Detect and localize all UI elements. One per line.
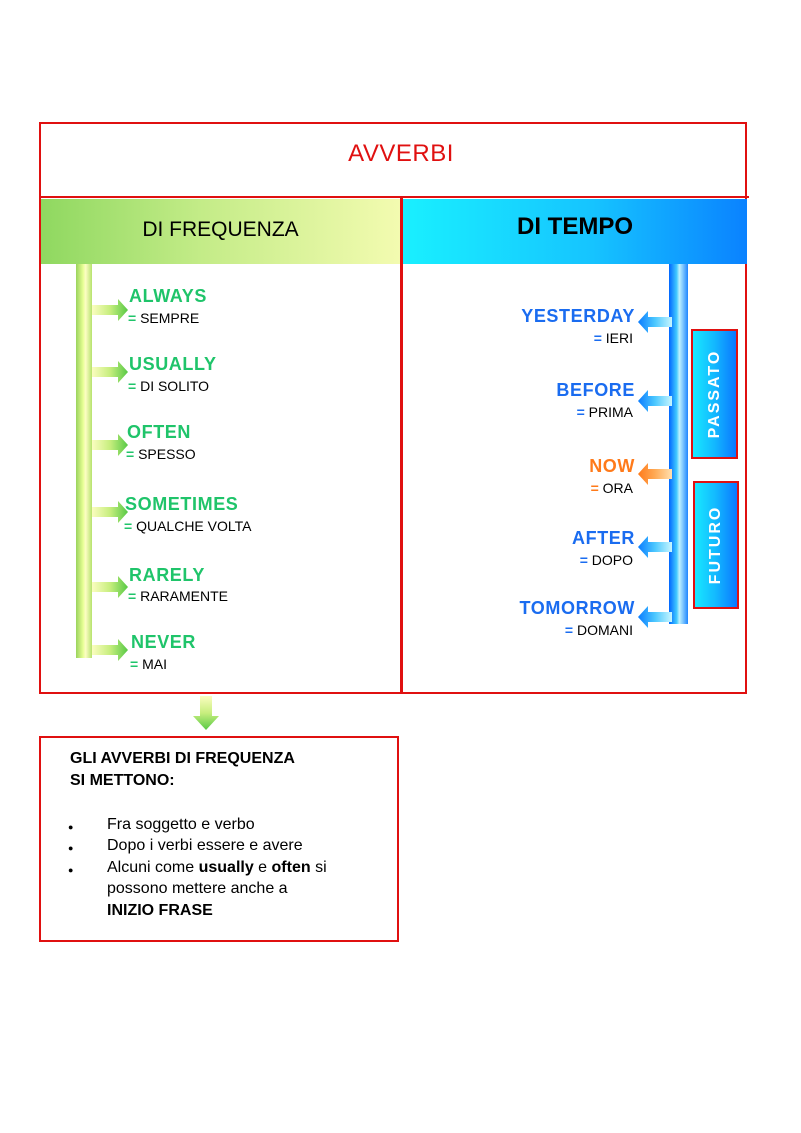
frequency-word-always: ALWAYS bbox=[129, 286, 207, 306]
left-arrow-icon bbox=[638, 311, 672, 333]
divider-vertical bbox=[400, 196, 403, 694]
time-translation-yesterday: = IERI bbox=[593, 330, 633, 346]
frequency-translation-often: = SPESSO bbox=[126, 446, 196, 462]
time-translation-tomorrow: = DOMANI bbox=[564, 622, 633, 638]
divider-horizontal bbox=[39, 196, 749, 198]
bullet-dot-icon: ● bbox=[68, 865, 74, 875]
time-header bbox=[403, 199, 747, 264]
time-header-label: DI TEMPO bbox=[516, 213, 633, 240]
time-translation-now: = ORA bbox=[590, 480, 633, 496]
right-arrow-icon bbox=[92, 299, 128, 321]
note-bullet-1: Fra soggetto e verbo bbox=[107, 816, 255, 833]
futuro-label: FUTURO bbox=[707, 505, 724, 585]
frequency-word-sometimes: SOMETIMES bbox=[125, 494, 239, 514]
note-bullet-2: Dopo i verbi essere e avere bbox=[107, 837, 303, 854]
frequency-translation-always: = SEMPRE bbox=[128, 310, 200, 326]
time-word-now: NOW bbox=[589, 456, 635, 476]
note-bullet-3: Alcuni come usually e often si bbox=[107, 859, 327, 876]
time-translation-after: = DOPO bbox=[579, 552, 633, 568]
passato-label: PASSATO bbox=[705, 349, 723, 439]
left-arrow-icon bbox=[638, 390, 672, 412]
frequency-header-label: DI FREQUENZA bbox=[142, 218, 299, 241]
frequency-translation-usually: = DI SOLITO bbox=[128, 378, 210, 394]
futuro-label-box bbox=[693, 481, 739, 609]
note-bullet-3-line3: INIZIO FRASE bbox=[107, 902, 213, 919]
frequency-scale-bar bbox=[76, 264, 92, 658]
time-translation-before: = PRIMA bbox=[576, 404, 633, 420]
note-bullet-3-line2: possono mettere anche a bbox=[107, 880, 288, 897]
page-title: AVVERBI bbox=[348, 140, 454, 167]
time-word-tomorrow: TOMORROW bbox=[519, 598, 635, 618]
time-word-before: BEFORE bbox=[556, 380, 635, 400]
frequency-translation-sometimes: = QUALCHE VOLTA bbox=[124, 518, 252, 534]
time-word-yesterday: YESTERDAY bbox=[521, 306, 635, 326]
frequency-header bbox=[41, 199, 400, 264]
frequency-word-never: NEVER bbox=[131, 632, 197, 652]
note-heading-line2: SI METTONO: bbox=[70, 772, 175, 789]
passato-label-box bbox=[691, 329, 738, 459]
bullet-dot-icon: ● bbox=[68, 822, 74, 832]
right-arrow-icon bbox=[92, 639, 128, 661]
right-arrow-icon bbox=[92, 501, 128, 523]
frequency-word-usually: USUALLY bbox=[129, 354, 217, 374]
right-arrow-icon bbox=[92, 361, 128, 383]
bullet-dot-icon: ● bbox=[68, 843, 74, 853]
right-arrow-icon bbox=[92, 434, 128, 456]
left-arrow-icon bbox=[638, 463, 672, 485]
frequency-translation-never: = MAI bbox=[130, 656, 167, 672]
frequency-word-often: OFTEN bbox=[127, 422, 191, 442]
left-arrow-icon bbox=[638, 606, 672, 628]
frequency-word-rarely: RARELY bbox=[129, 565, 205, 585]
frequency-translation-rarely: = RARAMENTE bbox=[128, 588, 228, 604]
left-arrow-icon bbox=[638, 536, 672, 558]
time-word-after: AFTER bbox=[572, 528, 635, 548]
right-arrow-icon bbox=[92, 576, 128, 598]
note-heading-line1: GLI AVVERBI DI FREQUENZA bbox=[70, 750, 295, 767]
down-arrow-icon bbox=[193, 696, 219, 730]
